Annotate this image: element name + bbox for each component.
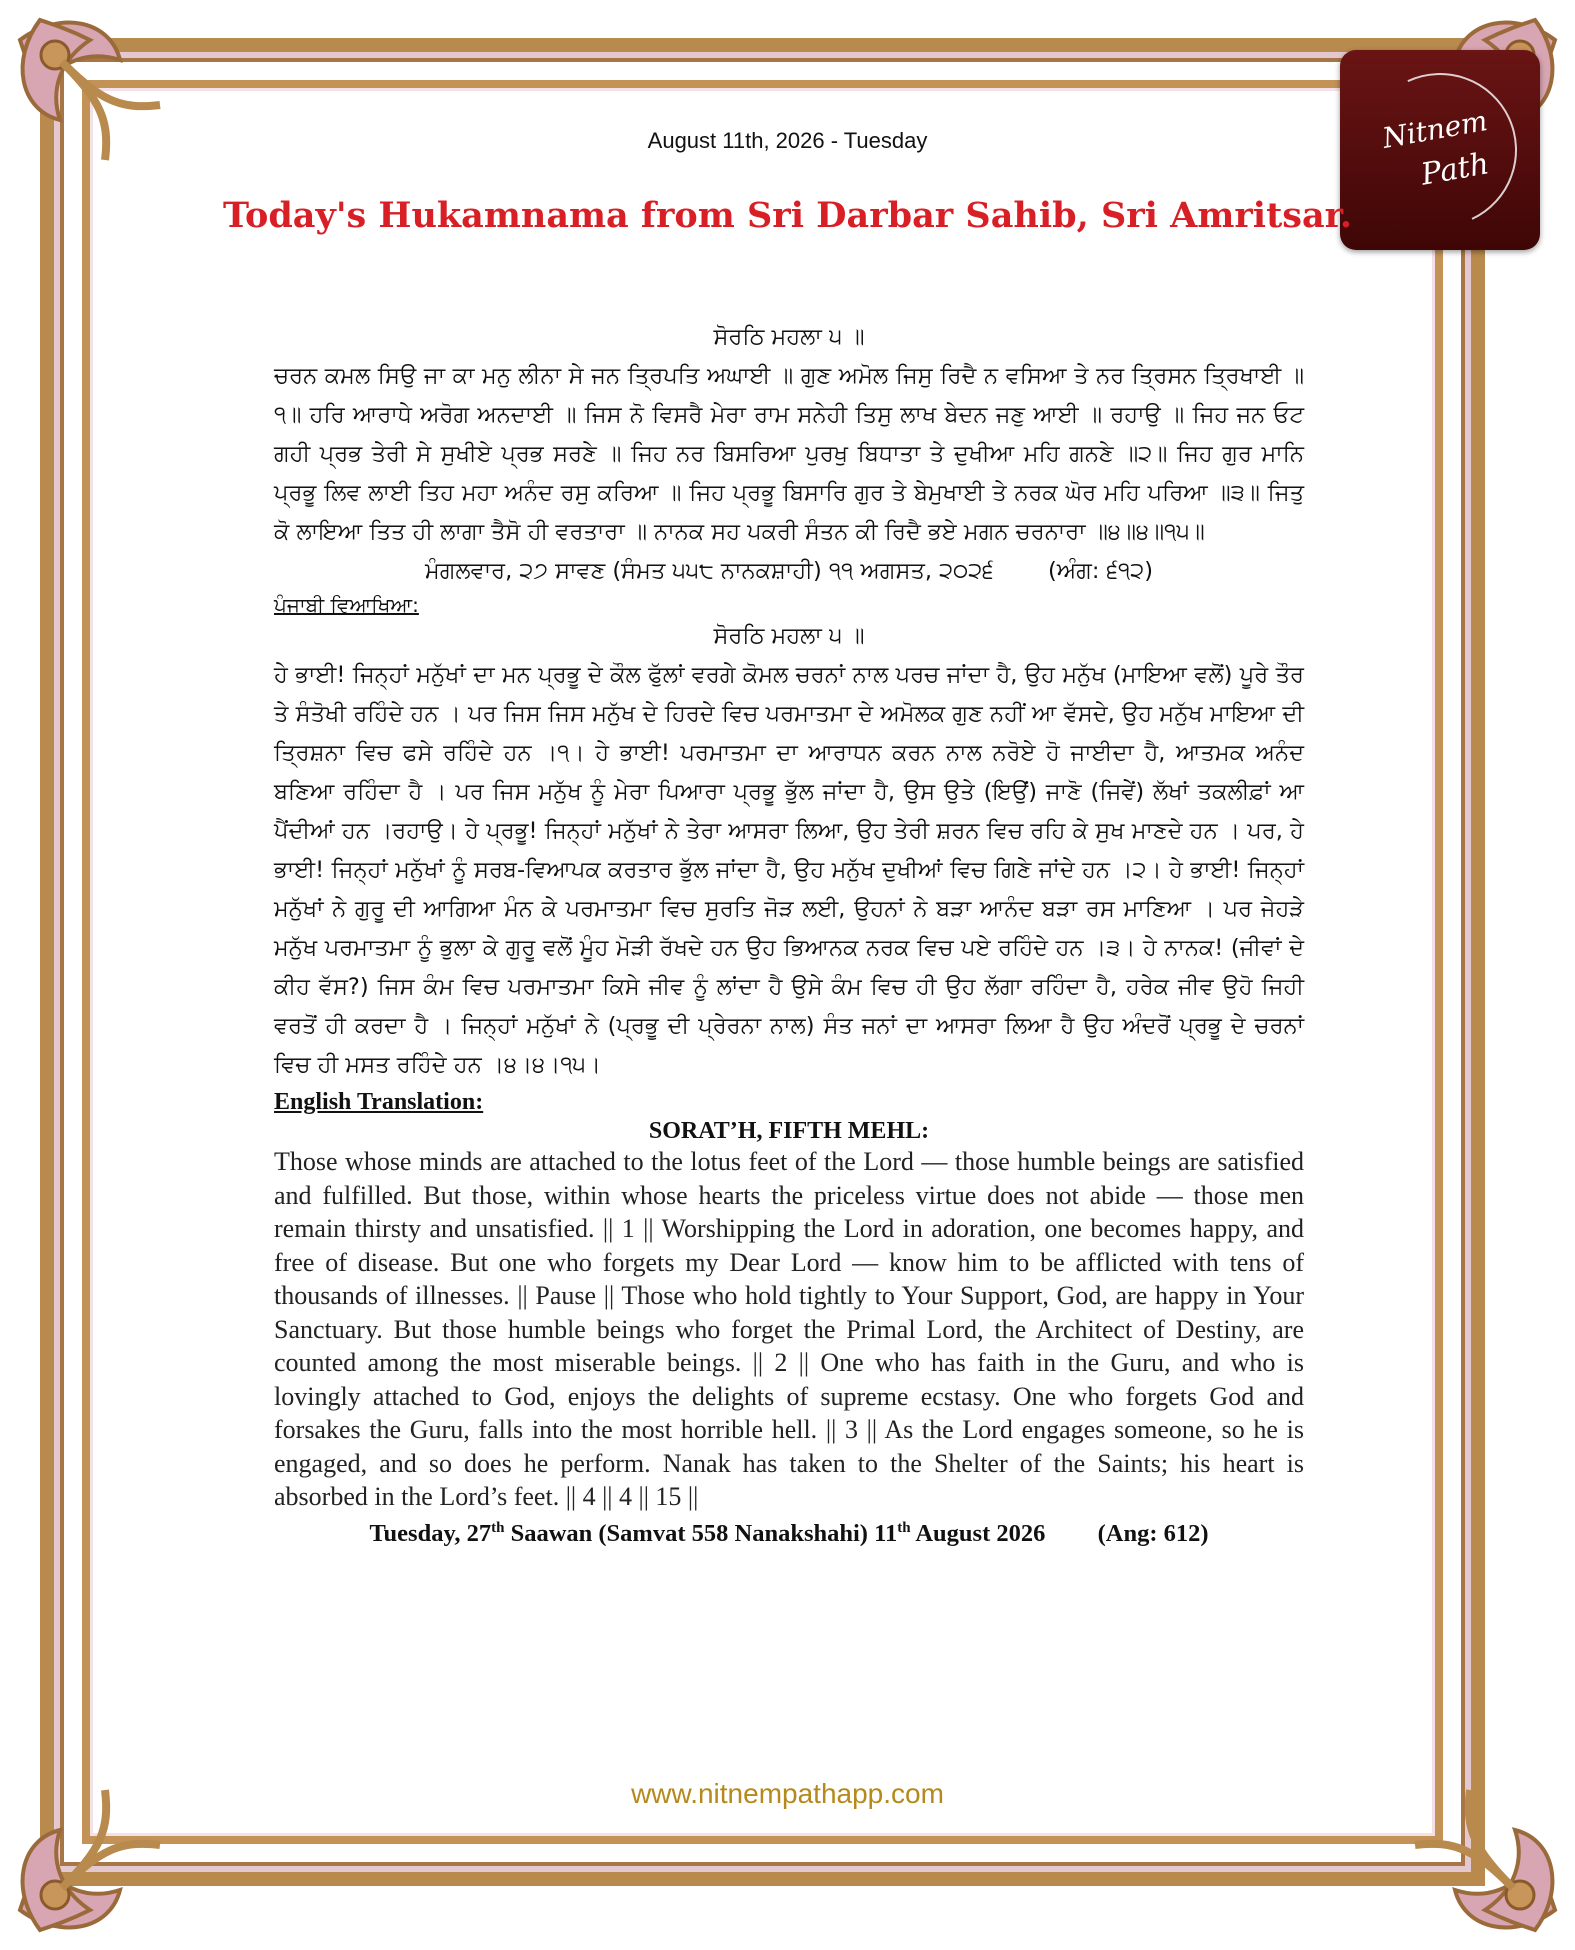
- gurbani-date-line: [274, 552, 1304, 591]
- gurbani-ang: (ਅੰਗ: ੬੧੨): [1048, 558, 1154, 584]
- english-heading: SORAT’H, FIFTH MEHL:: [648, 1118, 930, 1144]
- footer-ang: (Ang: 612): [1097, 1519, 1209, 1547]
- english-translation-text: Those whose minds are attached to the lotus feet of the Lord — those humble beings are satisfied and fulfilled. But those, within whose hearts the priceless virtue does not abide — those men remain thirsty and unsatisfied. || 1 || Worshipping the Lord in adoration, one becomes happy, and free of disease. But one who forgets my Dear Lord — know him to be afflicted with tens of thousands of illnesses. || Pause || Those who hold tightly to Your Support, God, are happy in Your Sanctuary. But those humble beings who forget the Primal Lord, the Architect of Destiny, are counted among the most miserable beings. || 2 || One who has faith in the Guru, and who is lovingly attached to God, enjoys the delights of supreme ecstasy. One who forgets God and forsakes the Guru, falls into the most horrible hell. || 3 || As the Lord engages someone, so he is engaged, and so does he perform. Nanak has taken to the Shelter of the Saints; his heart is absorbed in the Lord’s feet. || 4 || 4 || 15 ||: [274, 1147, 1304, 1511]
- footer-mid: Saawan (Samvat 558 Nanakshahi) 11: [504, 1519, 898, 1547]
- gurbani-text: ਚਰਨ ਕਮਲ ਸਿਉ ਜਾ ਕਾ ਮਨੁ ਲੀਨਾ ਸੇ ਜਨ ਤ੍ਰਿਪਤਿ ਅਘਾਈ ॥ ਗੁਣ ਅਮੋਲ ਜਿਸੁ ਰਿਦੈ ਨ ਵਸਿਆ ਤੇ ਨਰ ਤ੍ਰਿਸਨ ਤ੍ਰਿਖਾਈ ॥੧॥ ਹਰਿ ਆਰਾਧੇ ਅਰੋਗ ਅਨਦਾਈ ॥ ਜਿਸ ਨੋ ਵਿਸਰੈ ਮੇਰਾ ਰਾਮ ਸਨੇਹੀ ਤਿਸੁ ਲਾਖ ਬੇਦਨ ਜਣੁ ਆਈ ॥ ਰਹਾਉ ॥ ਜਿਹ ਜਨ ਓਟ ਗਹੀ ਪ੍ਰਭ ਤੇਰੀ ਸੇ ਸੁਖੀਏ ਪ੍ਰਭ ਸਰਣੇ ॥ ਜਿਹ ਨਰ ਬਿਸਰਿਆ ਪੁਰਖੁ ਬਿਧਾਤਾ ਤੇ ਦੁਖੀਆ ਮਹਿ ਗਨਣੇ ॥੨॥ ਜਿਹ ਗੁਰ ਮਾਨਿ ਪ੍ਰਭੂ ਲਿਵ ਲਾਈ ਤਿਹ ਮਹਾ ਅਨੰਦ ਰਸੁ ਕਰਿਆ ॥ ਜਿਹ ਪ੍ਰਭੂ ਬਿਸਾਰਿ ਗੁਰ ਤੇ ਬੇਮੁਖਾਈ ਤੇ ਨਰਕ ਘੋਰ ਮਹਿ ਪਰਿਆ ॥੩॥ ਜਿਤੁ ਕੋ ਲਾਇਆ ਤਿਤ ਹੀ ਲਾਗਾ ਤੈਸੋ ਹੀ ਵਰਤਾਰਾ ॥ ਨਾਨਕ ਸਹ ਪਕਰੀ ਸੰਤਨ ਕੀ ਰਿਦੈ ਭਏ ਮਗਨ ਚਰਨਾਰਾ ॥੪॥੪॥੧੫॥: [274, 363, 1304, 545]
- gurbani-heading: ਸੋਰਠਿ ਮਹਲਾ ੫ ॥: [713, 324, 865, 350]
- website-link[interactable]: www.nitnempathapp.com: [631, 1778, 944, 1809]
- english-translation-label: English Translation:: [274, 1089, 484, 1115]
- gurbani-date: ਮੰਗਲਵਾਰ, ੨੭ ਸਾਵਣ (ਸੰਮਤ ੫੫੮ ਨਾਨਕਸ਼ਾਹੀ) ੧੧ ਅਗਸਤ, ੨੦੨੬: [424, 558, 994, 584]
- punjabi-explanation-text: ਹੇ ਭਾਈ! ਜਿਨ੍ਹਾਂ ਮਨੁੱਖਾਂ ਦਾ ਮਨ ਪ੍ਰਭੂ ਦੇ ਕੌਲ ਫੁੱਲਾਂ ਵਰਗੇ ਕੋਮਲ ਚਰਨਾਂ ਨਾਲ ਪਰਚ ਜਾਂਦਾ ਹੈ, ਉਹ ਮਨੁੱਖ (ਮਾਇਆ ਵਲੋਂ) ਪੂਰੇ ਤੌਰ ਤੇ ਸੰਤੋਖੀ ਰਹਿੰਦੇ ਹਨ । ਪਰ ਜਿਸ ਜਿਸ ਮਨੁੱਖ ਦੇ ਹਿਰਦੇ ਵਿਚ ਪਰਮਾਤਮਾ ਦੇ ਅਮੋਲਕ ਗੁਣ ਨਹੀਂ ਆ ਵੱਸਦੇ, ਉਹ ਮਨੁੱਖ ਮਾਇਆ ਦੀ ਤ੍ਰਿਸ਼ਨਾ ਵਿਚ ਫਸੇ ਰਹਿੰਦੇ ਹਨ ।੧। ਹੇ ਭਾਈ! ਪਰਮਾਤਮਾ ਦਾ ਆਰਾਧਨ ਕਰਨ ਨਾਲ ਨਰੋਏ ਹੋ ਜਾਈਦਾ ਹੈ, ਆਤਮਕ ਅਨੰਦ ਬਣਿਆ ਰਹਿੰਦਾ ਹੈ । ਪਰ ਜਿਸ ਮਨੁੱਖ ਨੂੰ ਮੇਰਾ ਪਿਆਰਾ ਪ੍ਰਭੂ ਭੁੱਲ ਜਾਂਦਾ ਹੈ, ਉਸ ਉਤੇ (ਇਉਂ) ਜਾਣੋ (ਜਿਵੇਂ) ਲੱਖਾਂ ਤਕਲੀਫ਼ਾਂ ਆ ਪੈਂਦੀਆਂ ਹਨ ।ਰਹਾਉ। ਹੇ ਪ੍ਰਭੂ! ਜਿਨ੍ਹਾਂ ਮਨੁੱਖਾਂ ਨੇ ਤੇਰਾ ਆਸਰਾ ਲਿਆ, ਉਹ ਤੇਰੀ ਸ਼ਰਨ ਵਿਚ ਰਹਿ ਕੇ ਸੁਖ ਮਾਣਦੇ ਹਨ । ਪਰ, ਹੇ ਭਾਈ! ਜਿਨ੍ਹਾਂ ਮਨੁੱਖਾਂ ਨੂੰ ਸਰਬ-ਵਿਆਪਕ ਕਰਤਾਰ ਭੁੱਲ ਜਾਂਦਾ ਹੈ, ਉਹ ਮਨੁੱਖ ਦੁਖੀਆਂ ਵਿਚ ਗਿਣੇ ਜਾਂਦੇ ਹਨ ।੨। ਹੇ ਭਾਈ! ਜਿਨ੍ਹਾਂ ਮਨੁੱਖਾਂ ਨੇ ਗੁਰੂ ਦੀ ਆਗਿਆ ਮੰਨ ਕੇ ਪਰਮਾਤਮਾ ਵਿਚ ਸੁਰਤਿ ਜੋੜ ਲਈ, ਉਹਨਾਂ ਨੇ ਬੜਾ ਆਨੰਦ ਬੜਾ ਰਸ ਮਾਣਿਆ । ਪਰ ਜੇਹੜੇ ਮਨੁੱਖ ਪਰਮਾਤਮਾ ਨੂੰ ਭੁਲਾ ਕੇ ਗੁਰੂ ਵਲੋਂ ਮੂੰਹ ਮੋੜੀ ਰੱਖਦੇ ਹਨ ਉਹ ਭਿਆਨਕ ਨਰਕ ਵਿਚ ਪਏ ਰਹਿੰਦੇ ਹਨ ।੩। ਹੇ ਨਾਨਕ! (ਜੀਵਾਂ ਦੇ ਕੀਹ ਵੱਸ?) ਜਿਸ ਕੰਮ ਵਿਚ ਪਰਮਾਤਮਾ ਕਿਸੇ ਜੀਵ ਨੂੰ ਲਾਂਦਾ ਹੈ ਉਸੇ ਕੰਮ ਵਿਚ ਹੀ ਉਹ ਲੱਗਾ ਰਹਿੰਦਾ ਹੈ, ਹਰੇਕ ਜੀਵ ਉਹੋ ਜਿਹੀ ਵਰਤੋਂ ਹੀ ਕਰਦਾ ਹੈ । ਜਿਨ੍ਹਾਂ ਮਨੁੱਖਾਂ ਨੇ (ਪ੍ਰਭੂ ਦੀ ਪ੍ਰੇਰਨਾ ਨਾਲ) ਸੰਤ ਜਨਾਂ ਦਾ ਆਸਰਾ ਲਿਆ ਹੈ ਉਹ ਅੰਦਰੋਂ ਪ੍ਰਭੂ ਦੇ ਚਰਨਾਂ ਵਿਚ ਹੀ ਮਸਤ ਰਹਿੰਦੇ ਹਨ ।੪।੪।੧੫।: [274, 662, 1304, 1078]
- corner-ribbon-ornament: [0, 0, 190, 190]
- footer-end: August 2026: [910, 1519, 1046, 1547]
- footer-sup1: th: [491, 1519, 505, 1536]
- english-date-line: [274, 1520, 1304, 1548]
- punjabi-explanation-label: ਪੰਜਾਬੀ ਵਿਆਖਿਆ:: [274, 593, 419, 617]
- logo-text-line2: Path: [1418, 146, 1492, 193]
- footer-sup2: th: [897, 1519, 911, 1536]
- page-title: Today's Hukamnama from Sri Darbar Sahib, Sri Amritsar.: [222, 195, 1353, 236]
- footer-day: Tuesday, 27: [369, 1519, 492, 1547]
- logo-text-line1: Nitnem: [1380, 104, 1490, 155]
- date-header: August 11th, 2026 - Tuesday: [647, 128, 928, 153]
- explanation-heading: ਸੋਰਠਿ ਮਹਲਾ ੫ ॥: [713, 623, 865, 649]
- main-content: [274, 318, 1304, 1548]
